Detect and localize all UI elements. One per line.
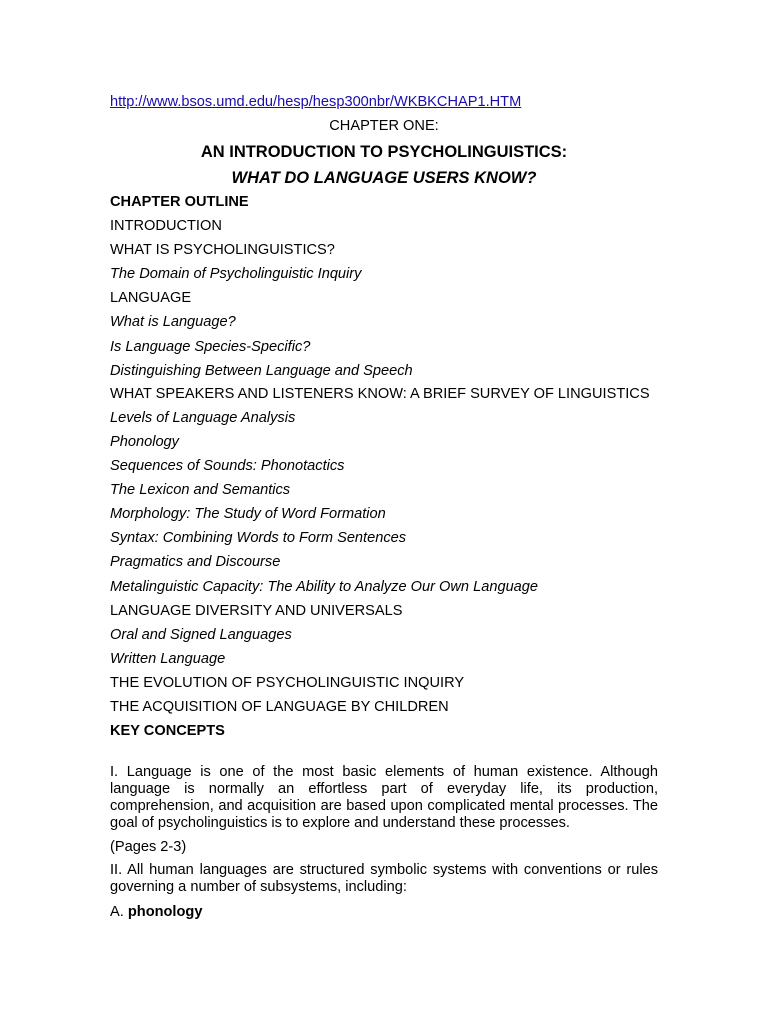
chapter-subtitle: WHAT DO LANGUAGE USERS KNOW? [231,169,537,187]
outline-item: THE ACQUISITION OF LANGUAGE BY CHILDREN [110,698,449,715]
chapter-outline [110,193,658,746]
outline-item: What is Language? [110,314,236,331]
outline-item: Morphology: The Study of Word Formation [110,506,386,523]
outline-item: Oral and Signed Languages [110,626,292,643]
outline-item: Written Language [110,650,226,667]
subsystem-item-term: phonology [127,904,203,920]
outline-item: WHAT IS PSYCHOLINGUISTICS? [110,242,335,259]
outline-item: The Domain of Psycholinguistic Inquiry [110,266,362,283]
outline-item: LANGUAGE [110,290,192,307]
outline-item: WHAT SPEAKERS AND LISTENERS KNOW: A BRIEF SURVEY OF LINGUISTICS [110,385,650,402]
outline-item: Is Language Species-Specific? [110,338,311,355]
source-url-link[interactable]: http://www.bsos.umd.edu/hesp/hesp300nbr/WKBKCHAP1.HTM [110,94,522,110]
outline-item: LANGUAGE DIVERSITY AND UNIVERSALS [110,602,403,619]
outline-item: Metalinguistic Capacity: The Ability to Analyze Our Own Language [110,578,539,595]
pages-reference: (Pages 2-3) [110,839,187,855]
chapter-label: CHAPTER ONE: [329,118,439,134]
outline-item: Pragmatics and Discourse [110,554,281,571]
outline-heading: CHAPTER OUTLINE [110,194,249,210]
outline-item: The Lexicon and Semantics [110,482,291,499]
outline-item: Syntax: Combining Words to Form Sentences [110,530,407,547]
key-concept-paragraph-2: II. All human languages are structured symbolic systems with conventions or rules governing a number of subsystems, including: [110,862,658,895]
outline-item: Distinguishing Between Language and Speech [110,362,413,379]
subsystem-item-a [110,903,202,921]
outline-item: INTRODUCTION [110,218,222,235]
key-concepts-heading: KEY CONCEPTS [110,723,225,740]
subsystem-item-prefix: A. [110,904,124,920]
outline-item: Sequences of Sounds: Phonotactics [110,458,345,475]
chapter-title: AN INTRODUCTION TO PSYCHOLINGUISTICS: [200,143,568,161]
key-concept-paragraph-1: I. Language is one of the most basic elements of human existence. Although language is normally an effortless part of everyday life, its production, comprehension, and acquisition are based upon complicated mental processes. The goal of psycholinguistics is to explore and understand these processes. [110,764,658,831]
outline-item: THE EVOLUTION OF PSYCHOLINGUISTIC INQUIRY [110,674,465,691]
outline-item: Phonology [110,433,179,450]
outline-item: Levels of Language Analysis [110,409,296,426]
